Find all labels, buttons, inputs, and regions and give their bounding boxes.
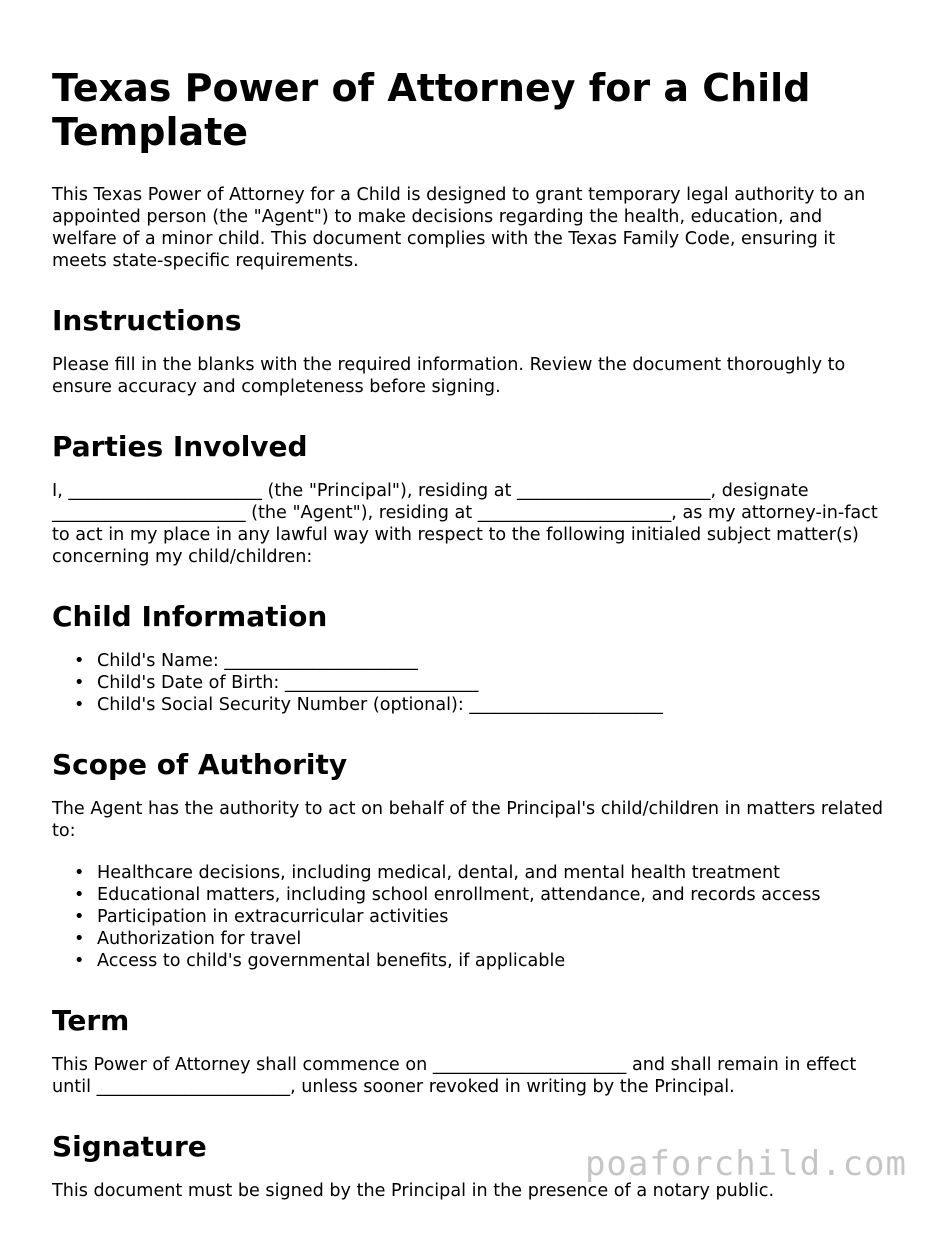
term-paragraph: This Power of Attorney shall commence on ______________________ and shall remain in effect until ______________________, unless sooner revoked in writing by the Principal. bbox=[52, 1055, 857, 1097]
scope-item-text: Participation in extracurricular activities bbox=[97, 907, 449, 927]
bullet-icon: • bbox=[74, 673, 85, 693]
term-heading: Term bbox=[52, 1004, 130, 1037]
instructions-heading: Instructions bbox=[52, 304, 242, 337]
child-info-heading: Child Information bbox=[52, 600, 328, 633]
child-dob-line: Child's Date of Birth: ______________________ bbox=[97, 673, 479, 693]
list-item bbox=[52, 650, 892, 672]
list-item bbox=[52, 928, 892, 950]
list-item bbox=[52, 862, 892, 884]
child-info-list bbox=[52, 650, 892, 716]
parties-heading: Parties Involved bbox=[52, 430, 308, 463]
bullet-icon: • bbox=[74, 929, 85, 949]
list-item bbox=[52, 672, 892, 694]
intro-paragraph: This Texas Power of Attorney for a Child is designed to grant temporary legal authority to an appointed person (the "Agent") to make decisions regarding the health, education, and welfare of a minor child. This document complies with the Texas Family Code, ensuring it meets state-specific requirements. bbox=[52, 185, 866, 271]
signature-heading: Signature bbox=[52, 1130, 207, 1163]
list-item bbox=[52, 906, 892, 928]
scope-item-text: Healthcare decisions, including medical, dental, and mental health treatment bbox=[97, 863, 781, 883]
list-item bbox=[52, 950, 892, 972]
signature-paragraph: This document must be signed by the Principal in the presence of a notary public. bbox=[52, 1181, 775, 1201]
scope-list bbox=[52, 862, 892, 972]
scope-item-text: Access to child's governmental benefits, if applicable bbox=[97, 951, 566, 971]
page-title: Texas Power of Attorney for a Child Template bbox=[52, 66, 811, 154]
list-item bbox=[52, 694, 892, 716]
bullet-icon: • bbox=[74, 695, 85, 715]
watermark: poaforchild.com bbox=[584, 1144, 907, 1184]
bullet-icon: • bbox=[74, 863, 85, 883]
bullet-icon: • bbox=[74, 651, 85, 671]
list-item bbox=[52, 884, 892, 906]
bullet-icon: • bbox=[74, 885, 85, 905]
scope-paragraph: The Agent has the authority to act on behalf of the Principal's child/children in matters related to: bbox=[52, 799, 884, 841]
child-ssn-line: Child's Social Security Number (optional): ______________________ bbox=[97, 695, 663, 715]
instructions-paragraph: Please fill in the blanks with the required information. Review the document thoroughly to ensure accuracy and completeness before signing. bbox=[52, 355, 846, 397]
scope-item-text: Educational matters, including school enrollment, attendance, and records access bbox=[97, 885, 821, 905]
scope-item-text: Authorization for travel bbox=[97, 929, 302, 949]
document-page bbox=[52, 66, 892, 1234]
bullet-icon: • bbox=[74, 951, 85, 971]
bullet-icon: • bbox=[74, 907, 85, 927]
scope-heading: Scope of Authority bbox=[52, 748, 348, 781]
parties-paragraph: I, ______________________ (the "Principal"), residing at ______________________, designate ______________________ (the "Agent"), residing at ______________________, as my attorney-in-fact to act in my place in any lawful way with respect to the following initialed subject matter(s) concerning my child/children: bbox=[52, 481, 878, 567]
child-name-line: Child's Name: ______________________ bbox=[97, 651, 418, 671]
